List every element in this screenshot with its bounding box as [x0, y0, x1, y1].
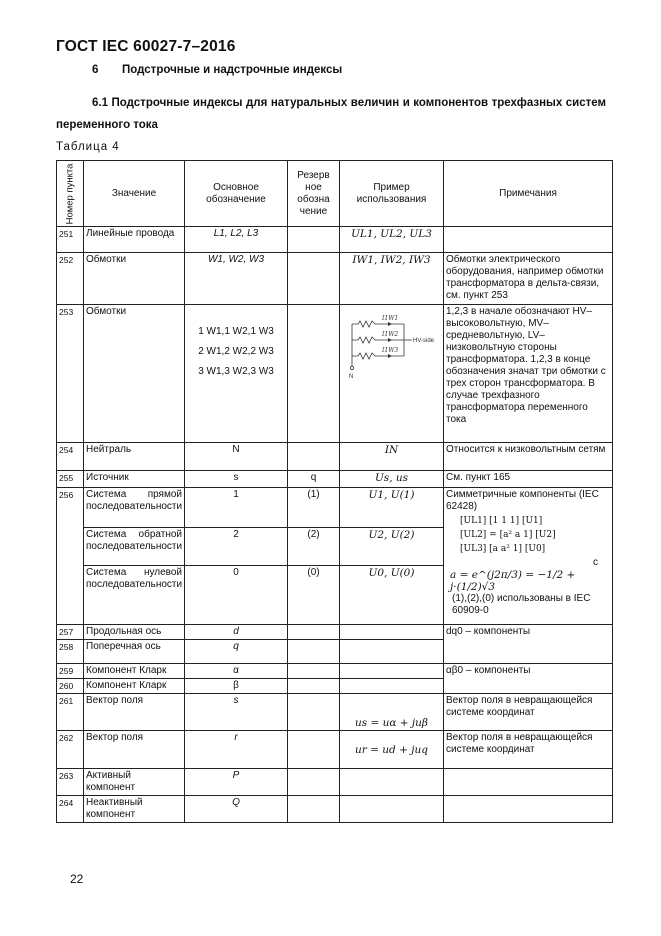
row-number: 253: [57, 305, 84, 443]
row-basic: s: [185, 471, 288, 488]
row-notes: Вектор поля в невращающейся системе координат: [444, 731, 613, 769]
document-header: ГОСТ IEC 60027-7–2016: [56, 38, 236, 55]
row-example: [340, 625, 444, 640]
row-reserve: [288, 694, 340, 731]
row-reserve: (0): [288, 566, 340, 625]
row-notes: [444, 796, 613, 823]
row-reserve: [288, 679, 340, 694]
row-basic: 0: [185, 566, 288, 625]
diagram-label-side: HV-side: [412, 338, 434, 344]
col-header-reserve: Резерв ное обозна чение: [288, 161, 340, 227]
basic-line-2: 2 W1,2 W2,2 W3: [198, 346, 274, 357]
row-number: 257: [57, 625, 84, 640]
row-notes: [444, 679, 613, 694]
table-row: [57, 253, 613, 305]
col-header-num: Номер пункта: [57, 161, 84, 227]
table-row: [57, 227, 613, 253]
table-caption: Таблица 4: [56, 141, 120, 153]
page-number: 22: [70, 872, 84, 886]
row-meaning: Неактивный компонент: [84, 796, 185, 823]
section-title: Подстрочные и надстрочные индексы: [122, 64, 343, 76]
row-example: UL1, UL2, UL3: [340, 227, 444, 253]
row-basic: 2: [185, 528, 288, 566]
row-meaning: Обмотки: [84, 305, 185, 443]
row-reserve: [288, 443, 340, 471]
table-row: [57, 305, 613, 443]
row-meaning: Линейные провода: [84, 227, 185, 253]
subsection-heading: 6.1 Подстрочные индексы для натуральных величин и компонентов трехфазных систем переменного тока: [56, 97, 606, 131]
row-number: 255: [57, 471, 84, 488]
row-reserve: (2): [288, 528, 340, 566]
row-notes: Вектор поля в невращающейся системе координат: [444, 694, 613, 731]
row-reserve: [288, 664, 340, 679]
row-reserve: [288, 796, 340, 823]
row-reserve: [288, 640, 340, 664]
row-number: 254: [57, 443, 84, 471]
row-meaning: Нейтраль: [84, 443, 185, 471]
table-row: [57, 625, 613, 640]
row-example: ur = ud + juq: [340, 731, 444, 769]
row-basic: W1, W2, W3: [185, 253, 288, 305]
row-reserve: [288, 731, 340, 769]
row-notes: 1,2,3 в начале обозначают HV–высоковольтную, MV–средневольтную, LV–низковольтную стороны трансформатора. 1,2,3 в конце обозначения значат три обмотки с трех сторон трансформатора. В случае трехфазного трансформатора переменного тока: [444, 305, 613, 443]
row-meaning: Поперечная ось: [84, 640, 185, 664]
row-reserve: (1): [288, 488, 340, 528]
row-basic: Q: [185, 796, 288, 823]
row-meaning: Компонент Кларк: [84, 679, 185, 694]
row-reserve: [288, 253, 340, 305]
table-row: [57, 471, 613, 488]
row-meaning: Источник: [84, 471, 185, 488]
basic-line-3: 3 W1,3 W2,3 W3: [198, 366, 274, 377]
row-basic: N: [185, 443, 288, 471]
table-row: [57, 443, 613, 471]
note-iec60909: (1),(2),(0) использованы в IEC 60909-0: [452, 593, 591, 616]
row-meaning: Активный компонент: [84, 769, 185, 796]
row-meaning: Система прямой последовательности: [84, 488, 185, 528]
table-row: [57, 679, 613, 694]
matrix-line-3: [UL3] [a a² 1] [U0]: [460, 544, 546, 554]
diagram-label-i1: I1W1: [381, 315, 398, 322]
row-number: 263: [57, 769, 84, 796]
row-number: 260: [57, 679, 84, 694]
row-meaning: Система нулевой последовательности: [84, 566, 185, 625]
note-with: с: [593, 557, 598, 568]
row-reserve: [288, 625, 340, 640]
matrix-line-1: [UL1] [1 1 1] [U1]: [460, 516, 543, 526]
basic-line-1: 1 W1,1 W2,1 W3: [198, 326, 274, 337]
row-example: U2, U(2): [340, 528, 444, 566]
table-row: [57, 640, 613, 664]
row-reserve: [288, 227, 340, 253]
row-basic: [185, 305, 288, 443]
row-example: [340, 664, 444, 679]
col-header-meaning: Значение: [84, 161, 185, 227]
row-number: 264: [57, 796, 84, 823]
row-basic: 1: [185, 488, 288, 528]
windings-diagram: [344, 310, 440, 382]
subscript-table: [56, 160, 613, 823]
row-basic: d: [185, 625, 288, 640]
row-basic: α: [185, 664, 288, 679]
row-basic: s: [185, 694, 288, 731]
row-example: IN: [340, 443, 444, 471]
row-number: 262: [57, 731, 84, 769]
row-notes: dq0 – компоненты: [444, 625, 613, 640]
row-notes: См. пункт 165: [444, 471, 613, 488]
row-notes: [444, 488, 613, 625]
row-example: Us, us: [340, 471, 444, 488]
row-example: [340, 640, 444, 664]
section-number: 6: [92, 64, 99, 76]
table-row: [57, 694, 613, 731]
row-example: us = uα + juβ: [340, 694, 444, 731]
row-number: 256: [57, 488, 84, 625]
row-example: IW1, IW2, IW3: [340, 253, 444, 305]
row-example: U1, U(1): [340, 488, 444, 528]
row-number: 261: [57, 694, 84, 731]
row-basic: P: [185, 769, 288, 796]
row-meaning: Вектор поля: [84, 731, 185, 769]
row-basic: L1, L2, L3: [185, 227, 288, 253]
diagram-label-n: N: [348, 374, 353, 380]
row-notes: αβ0 – компоненты: [444, 664, 613, 679]
row-meaning: Обмотки: [84, 253, 185, 305]
diagram-label-i2: I1W2: [381, 331, 398, 338]
row-number: 258: [57, 640, 84, 664]
matrix-line-2: [UL2] = [a² a 1] [U2]: [460, 530, 556, 540]
row-meaning: Продольная ось: [84, 625, 185, 640]
row-example: [340, 679, 444, 694]
row-notes: [444, 769, 613, 796]
row-example: U0, U(0): [340, 566, 444, 625]
row-notes: [444, 640, 613, 664]
col-header-notes: Примечания: [444, 161, 613, 227]
section-heading: [92, 64, 342, 76]
row-notes: Относится к низковольтным сетям: [444, 443, 613, 471]
row-number: 259: [57, 664, 84, 679]
table-row: [57, 731, 613, 769]
formula-a: a = e^(j2π/3) = −1/2 + j·(1/2)√3: [450, 569, 576, 593]
row-number: 252: [57, 253, 84, 305]
row-meaning: Компонент Кларк: [84, 664, 185, 679]
row-number: 251: [57, 227, 84, 253]
table-row: [57, 796, 613, 823]
row-reserve: q: [288, 471, 340, 488]
row-example: [340, 769, 444, 796]
note-symmetric: Симметричные компоненты (IEC 62428): [446, 489, 599, 512]
col-header-basic: Основное обозначение: [185, 161, 288, 227]
row-meaning: Вектор поля: [84, 694, 185, 731]
row-notes: Обмотки электрического оборудования, например обмотки трансформатора в дельта-связи, см. пункт 253: [444, 253, 613, 305]
row-meaning: Система обратной последовательности: [84, 528, 185, 566]
col-header-example: Пример использования: [340, 161, 444, 227]
row-example: [340, 305, 444, 443]
table-row: [57, 769, 613, 796]
row-notes: [444, 227, 613, 253]
row-reserve: [288, 769, 340, 796]
diagram-label-i3: I1W3: [381, 347, 398, 354]
row-basic: r: [185, 731, 288, 769]
table-header-row: [57, 161, 613, 227]
row-example: [340, 796, 444, 823]
table-row: [57, 488, 613, 528]
row-reserve: [288, 305, 340, 443]
row-basic: β: [185, 679, 288, 694]
row-basic: q: [185, 640, 288, 664]
table-row: [57, 664, 613, 679]
